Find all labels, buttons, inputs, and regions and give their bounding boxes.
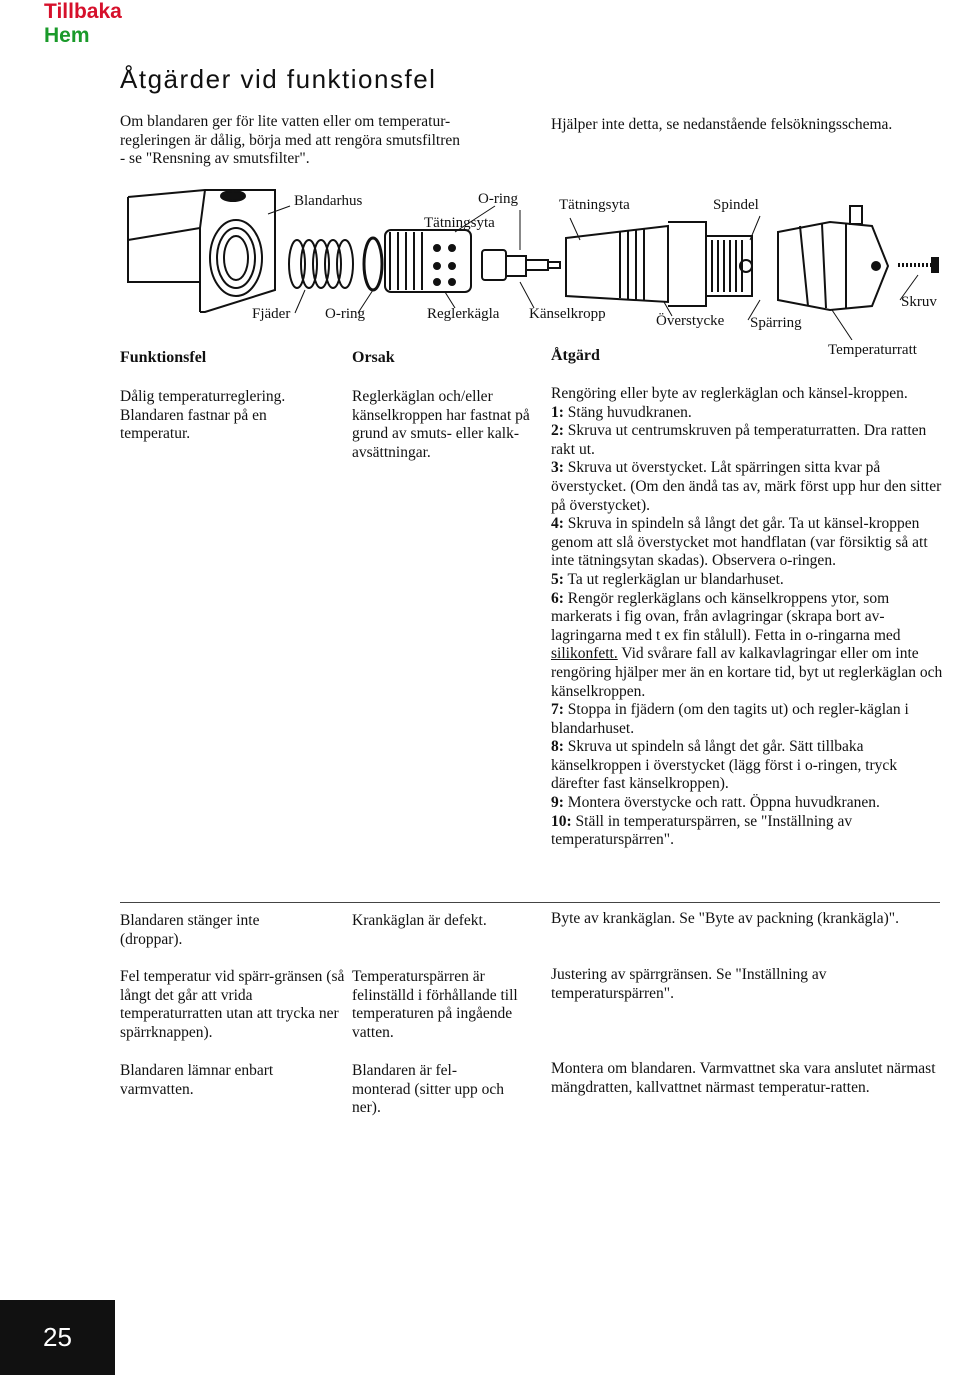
row1-fault: Dålig temperaturreglering. Blandaren fastnar på en temperatur. [120, 388, 286, 443]
label-blandarhus: Blandarhus [294, 193, 363, 209]
page-title: Åtgärder vid funktionsfel [120, 64, 437, 94]
silikonfett-link[interactable]: silikonfett. [551, 645, 618, 663]
housing-illustration [128, 190, 275, 312]
intro-text: Om blandaren ger för lite vatten eller om temperatur- regleringen är dålig, börja med att rengöra smutsfiltren - se "Rensning av smutsfilter". [120, 113, 461, 167]
label-overstycke: Överstycke [656, 313, 725, 329]
label-tatningsyta-2: Tätningsyta [559, 197, 630, 213]
temperature-knob-illustration [778, 206, 888, 310]
home-link[interactable]: Hem [44, 24, 90, 47]
control-cone-illustration [385, 230, 471, 292]
step-7: 7: Stoppa in fjädern (om den tagits ut) och regler-käglan i blandarhuset. [551, 701, 909, 737]
step-10: 10: Ställ in temperaturspärren, se "Inställning av temperaturspärren". [551, 812, 853, 849]
row3-cause: Temperaturspärren är felinställd i förhållande till temperaturen på ingående vatten. [352, 968, 518, 1041]
row1-cause: Reglerkäglan och/eller känselkroppen har fastnat på grund av smuts- eller kalk-avsättningar. [352, 388, 530, 461]
intro-text-right: Hjälper inte detta, se nedanstående felsökningsschema. [551, 116, 893, 133]
step-3: 3: Skruva ut överstycket. Låt spärringen sitta kvar på överstycket. (Om den ändå tas av, märk först upp hur den sitter på överstycket). [551, 459, 942, 514]
row4-cause: Blandaren är fel-monterad (sitter upp och ner). [352, 1062, 504, 1117]
row2-action: Byte av krankäglan. Se "Byte av packning (krankägla)". [551, 910, 899, 927]
label-tatningsyta-1: Tätningsyta [424, 215, 495, 231]
row4-fault: Blandaren lämnar enbart varmvatten. [120, 1062, 274, 1098]
step-5: 5: Ta ut reglerkäglan ur blandarhuset. [551, 570, 784, 588]
page-number: 25 [0, 1300, 115, 1375]
step-2: 2: Skruva ut centrumskruven på temperaturratten. Dra ratten rakt ut. [551, 422, 927, 458]
step-6: 6: Rengör reglerkäglans och känselkroppens ytor, som markerats i fig ovan, från avlagringar (skrapa bort av-lagringarna med t ex fin stålull). Fetta in o-ringarna med silikonfett. Vid svårare fall av kalkavlagringar eller om inte rengöring hjälper mer än en kortare tid, byt ut reglerkäglan och känselkroppen. [551, 589, 943, 700]
row1-action [551, 385, 946, 850]
divider [120, 902, 940, 903]
label-temperaturratt: Temperaturratt [828, 342, 917, 358]
header-action: Åtgärd [551, 347, 600, 364]
label-oring-top: O-ring [478, 191, 518, 207]
step-1: 1: Stäng huvudkranen. [551, 403, 692, 421]
step-8: 8: Skruva ut spindeln så långt det går. Sätt tillbaka känselkroppen i överstycket (lägg först i o-ringen, tryck därefter fast känselkroppen). [551, 738, 898, 793]
row4-action: Montera om blandaren. Varmvattnet ska vara anslutet närmast mängdratten, kallvattnet närmast temperatur-ratten. [551, 1060, 936, 1096]
row3-action: Justering av spärrgränsen. Se "Inställning av temperaturspärren". [551, 966, 827, 1002]
label-skruv: Skruv [901, 294, 937, 310]
step-9: 9: Montera överstycke och ratt. Öppna huvudkranen. [551, 794, 880, 812]
top-piece-illustration [566, 222, 752, 306]
header-fault: Funktionsfel [120, 349, 207, 366]
header-cause: Orsak [352, 349, 395, 366]
label-reglerkagla: Reglerkägla [427, 306, 500, 322]
step-4: 4: Skruva in spindeln så långt det går. Ta ut känsel-kroppen genom att slå överstycket mot handflatan (var försiktig så att inte tätningsytan skadas). Observera o-ringen. [551, 515, 928, 570]
label-kanselkropp: Känselkropp [529, 306, 606, 322]
thermo-element-illustration [482, 250, 560, 280]
label-spindel: Spindel [713, 197, 759, 213]
screw-illustration [898, 258, 938, 272]
label-oring-bottom: O-ring [325, 306, 365, 322]
row3-fault: Fel temperatur vid spärr-gränsen (så långt det går att vrida temperaturratten utan att trycka ner spärrknappen). [120, 968, 345, 1041]
label-fjader: Fjäder [252, 306, 291, 322]
spring-illustration [289, 240, 353, 288]
back-link[interactable]: Tillbaka [44, 0, 122, 23]
row2-fault: Blandaren stänger inte (droppar). [120, 912, 260, 948]
label-sparring: Spärring [750, 315, 802, 331]
row1-action-intro: Rengöring eller byte av reglerkäglan och känsel-kroppen. [551, 385, 908, 402]
row2-cause: Krankäglan är defekt. [352, 912, 487, 929]
